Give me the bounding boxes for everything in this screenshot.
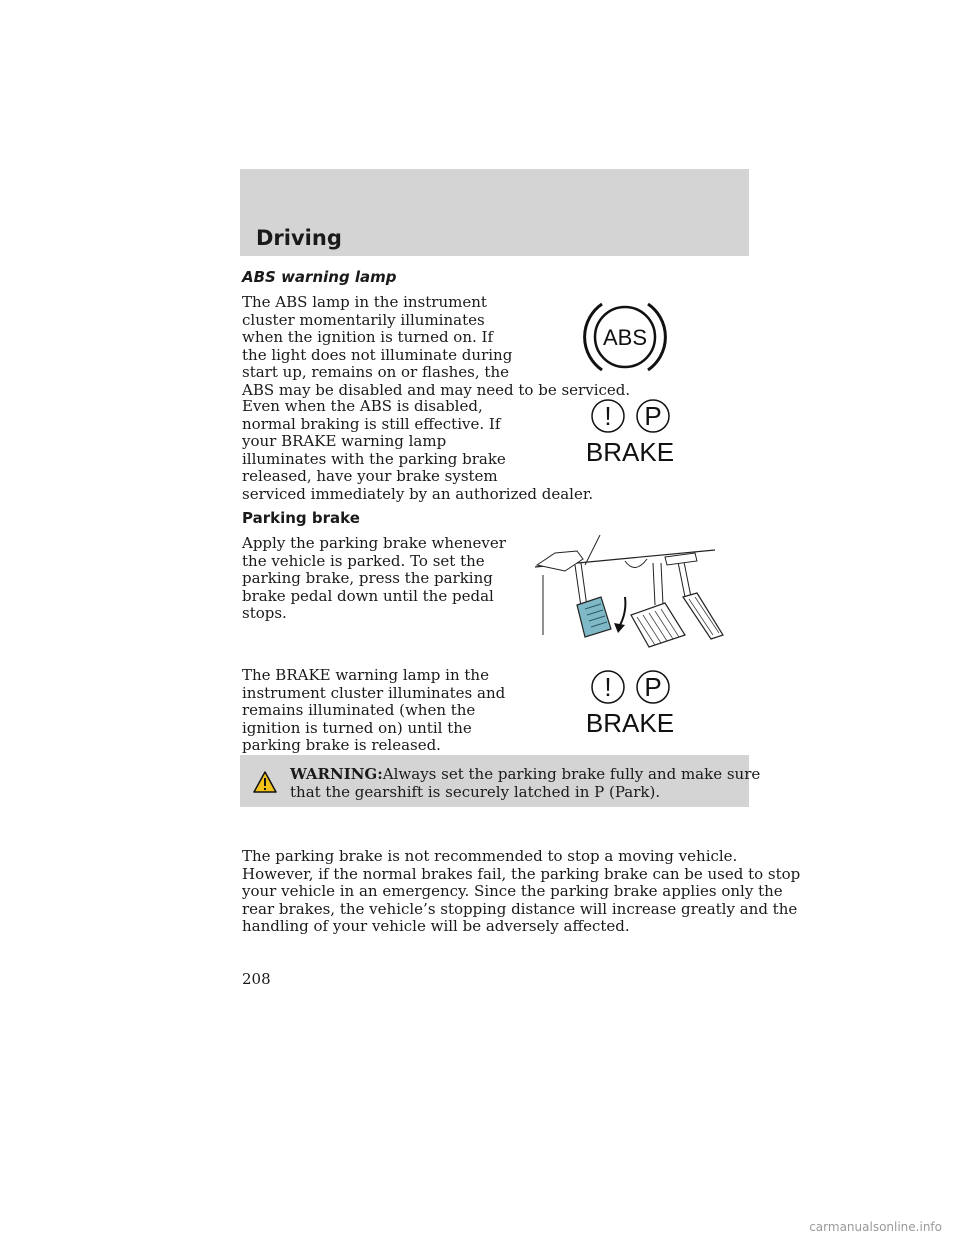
text-line: your vehicle in an emergency. Since the parking brake applies only the [242,882,783,900]
text-line: parking brake is released. [242,736,441,754]
watermark: carmanualsonline.info [809,1220,942,1234]
parking-brake-paragraph [242,535,506,623]
text-line: Apply the parking brake whenever [242,534,506,552]
text-line: rear brakes, the vehicle’s stopping distance will increase greatly and the [242,899,798,918]
text-line: the vehicle is parked. To set the [242,551,485,570]
brake-warning-lamp-icon [583,667,679,737]
text-line: the light does not illuminate during [242,345,513,364]
text-line: ignition is turned on) until the [242,718,472,737]
brake-icon-park: P [644,672,662,702]
text-line: Even when the ABS is disabled, [242,397,483,415]
section-title: Driving [256,226,342,250]
text-line: serviced immediately by an authorized dealer. [242,484,594,503]
text-line: your BRAKE warning lamp [242,432,447,450]
page-number: 208 [242,970,271,988]
warning-label: WARNING: [290,765,383,783]
abs-icon-label: ABS [602,325,648,350]
parking-brake-heading: Parking brake [242,509,360,527]
brake-icon-label: BRAKE [585,708,675,737]
text-line: illuminates with the parking brake [242,449,506,468]
abs-paragraph [242,294,630,399]
text-line: The ABS lamp in the instrument [242,293,487,311]
parking-brake-pedal-illustration [515,535,725,653]
text-line: released, have your brake system [242,467,498,485]
brake-warning-lamp-icon [583,396,679,466]
text-line: cluster momentarily illuminates [242,310,485,329]
warning-line-1: Always set the parking brake fully and make sure [382,765,761,783]
brake-icon-label: BRAKE [585,437,675,466]
text-line: instrument cluster illuminates and [242,683,506,702]
warning-line-2: that the gearshift is securely latched in P (Park). [290,782,661,801]
text-line: normal braking is still effective. If [242,414,501,433]
text-line: ABS may be disabled and may need to be serviced. [242,380,631,399]
warning-text [290,766,760,801]
warning-line [290,766,760,784]
brake-lamp-paragraph [242,667,505,755]
brake-icon-park: P [644,401,662,431]
text-line: remains illuminated (when the [242,701,476,719]
brake-icon-exclaim: ! [604,401,612,431]
text-line: parking brake, press the parking [242,569,493,587]
text-line: brake pedal down until the pedal [242,586,494,605]
text-line: stops. [242,604,287,622]
final-paragraph [242,848,800,936]
warning-triangle-icon [252,770,278,794]
text-line: handling of your vehicle will be adversely affected. [242,917,630,935]
abs-disabled-paragraph [242,398,593,503]
brake-icon-exclaim: ! [604,672,612,702]
abs-heading: ABS warning lamp [242,268,397,286]
text-line: The BRAKE warning lamp in the [242,666,489,684]
text-line: However, if the normal brakes fail, the parking brake can be used to stop [242,864,801,883]
text-line: when the ignition is turned on. If [242,328,494,346]
abs-warning-lamp-icon [582,294,668,380]
text-line: The parking brake is not recommended to stop a moving vehicle. [242,847,738,865]
text-line: start up, remains on or flashes, the [242,363,509,381]
